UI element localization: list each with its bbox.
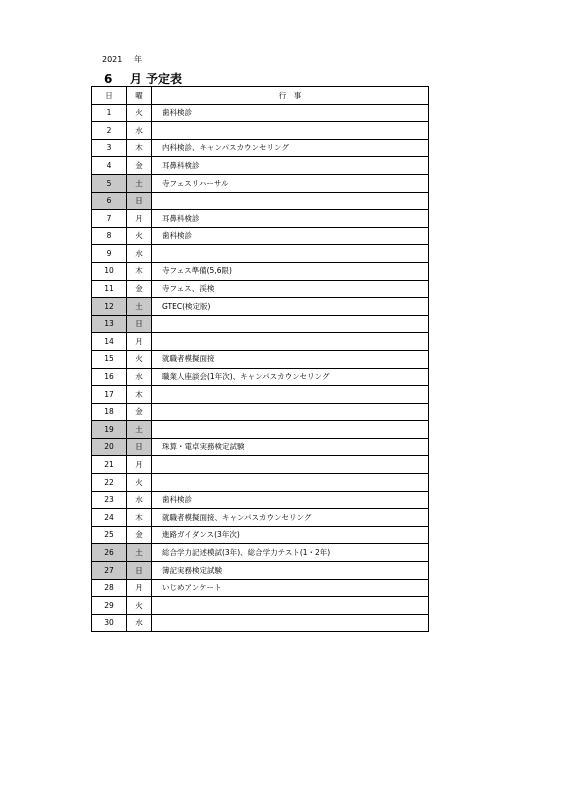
weekday-cell: 金 bbox=[127, 403, 152, 421]
table-row bbox=[92, 245, 429, 263]
event-cell: 寺フェスリハーサル bbox=[152, 174, 429, 192]
table-row bbox=[92, 544, 429, 562]
weekday-cell: 水 bbox=[127, 491, 152, 509]
table-row bbox=[92, 386, 429, 404]
day-cell: 17 bbox=[92, 386, 127, 404]
weekday-cell: 火 bbox=[127, 227, 152, 245]
table-row bbox=[92, 403, 429, 421]
day-cell: 6 bbox=[92, 192, 127, 210]
weekday-cell: 日 bbox=[127, 562, 152, 580]
event-cell: 珠算・電卓実務検定試験 bbox=[152, 438, 429, 456]
weekday-cell: 木 bbox=[127, 509, 152, 527]
day-cell: 10 bbox=[92, 262, 127, 280]
day-cell: 11 bbox=[92, 280, 127, 298]
table-row bbox=[92, 210, 429, 228]
table-row bbox=[92, 597, 429, 615]
event-cell: 就職者模擬面接、キャンパスカウンセリング bbox=[152, 509, 429, 527]
day-cell: 26 bbox=[92, 544, 127, 562]
day-cell: 20 bbox=[92, 438, 127, 456]
weekday-cell: 日 bbox=[127, 438, 152, 456]
title-text: 予定表 bbox=[146, 72, 183, 86]
day-cell: 16 bbox=[92, 368, 127, 386]
event-cell: 進路ガイダンス(3年次) bbox=[152, 526, 429, 544]
event-cell: 歯科検診 bbox=[152, 227, 429, 245]
event-cell: 耳鼻科検診 bbox=[152, 210, 429, 228]
event-cell: 寺フェス準備(5,6限) bbox=[152, 262, 429, 280]
month-label: 月 bbox=[130, 72, 143, 86]
day-cell: 30 bbox=[92, 614, 127, 632]
table-row bbox=[92, 456, 429, 474]
event-cell bbox=[152, 403, 429, 421]
weekday-cell: 土 bbox=[127, 298, 152, 316]
event-cell: 歯科検診 bbox=[152, 104, 429, 122]
table-row bbox=[92, 368, 429, 386]
weekday-cell: 火 bbox=[127, 104, 152, 122]
year-label: 年 bbox=[134, 55, 142, 64]
day-cell: 19 bbox=[92, 421, 127, 439]
table-row bbox=[92, 474, 429, 492]
event-cell: 簿記実務検定試験 bbox=[152, 562, 429, 580]
day-cell: 7 bbox=[92, 210, 127, 228]
weekday-cell: 金 bbox=[127, 526, 152, 544]
event-cell bbox=[152, 456, 429, 474]
day-cell: 3 bbox=[92, 139, 127, 157]
day-cell: 22 bbox=[92, 474, 127, 492]
day-cell: 23 bbox=[92, 491, 127, 509]
weekday-cell: 日 bbox=[127, 315, 152, 333]
weekday-cell: 水 bbox=[127, 122, 152, 140]
event-cell bbox=[152, 614, 429, 632]
weekday-cell: 日 bbox=[127, 192, 152, 210]
table-row bbox=[92, 438, 429, 456]
weekday-cell: 金 bbox=[127, 280, 152, 298]
table-row bbox=[92, 122, 429, 140]
table-row bbox=[92, 262, 429, 280]
weekday-cell: 水 bbox=[127, 368, 152, 386]
table-row bbox=[92, 157, 429, 175]
table-row bbox=[92, 421, 429, 439]
day-cell: 1 bbox=[92, 104, 127, 122]
weekday-cell: 火 bbox=[127, 350, 152, 368]
day-cell: 28 bbox=[92, 579, 127, 597]
event-cell bbox=[152, 421, 429, 439]
weekday-cell: 金 bbox=[127, 157, 152, 175]
table-row bbox=[92, 509, 429, 527]
event-cell: 耳鼻科検診 bbox=[152, 157, 429, 175]
event-cell bbox=[152, 474, 429, 492]
event-cell: 寺フェス、渓検 bbox=[152, 280, 429, 298]
weekday-cell: 月 bbox=[127, 210, 152, 228]
month-value: 6 bbox=[104, 72, 113, 86]
event-cell: 歯科検診 bbox=[152, 491, 429, 509]
table-row bbox=[92, 562, 429, 580]
day-cell: 4 bbox=[92, 157, 127, 175]
day-cell: 14 bbox=[92, 333, 127, 351]
table-row bbox=[92, 333, 429, 351]
event-cell: GTEC(検定版) bbox=[152, 298, 429, 316]
table-row bbox=[92, 104, 429, 122]
table-row bbox=[92, 192, 429, 210]
day-cell: 13 bbox=[92, 315, 127, 333]
header-day: 日 bbox=[92, 87, 127, 105]
day-cell: 2 bbox=[92, 122, 127, 140]
table-row bbox=[92, 139, 429, 157]
table-row bbox=[92, 280, 429, 298]
table-row bbox=[92, 350, 429, 368]
table-row bbox=[92, 614, 429, 632]
day-cell: 27 bbox=[92, 562, 127, 580]
header-event: 行 事 bbox=[152, 87, 429, 105]
year-line bbox=[102, 54, 142, 65]
table-row bbox=[92, 315, 429, 333]
event-cell bbox=[152, 597, 429, 615]
event-cell bbox=[152, 315, 429, 333]
event-cell: 職業人座談会(1年次)、キャンパスカウンセリング bbox=[152, 368, 429, 386]
day-cell: 8 bbox=[92, 227, 127, 245]
day-cell: 18 bbox=[92, 403, 127, 421]
weekday-cell: 水 bbox=[127, 245, 152, 263]
table-row bbox=[92, 227, 429, 245]
table-row bbox=[92, 526, 429, 544]
day-cell: 25 bbox=[92, 526, 127, 544]
year-value: 2021 bbox=[102, 55, 123, 64]
event-cell bbox=[152, 122, 429, 140]
weekday-cell: 木 bbox=[127, 386, 152, 404]
weekday-cell: 水 bbox=[127, 614, 152, 632]
weekday-cell: 火 bbox=[127, 474, 152, 492]
event-cell: 内科検診、キャンパスカウンセリング bbox=[152, 139, 429, 157]
event-cell bbox=[152, 192, 429, 210]
weekday-cell: 土 bbox=[127, 421, 152, 439]
day-cell: 29 bbox=[92, 597, 127, 615]
table-header-row bbox=[92, 87, 429, 105]
event-cell: いじめアンケート bbox=[152, 579, 429, 597]
schedule-table bbox=[91, 86, 429, 632]
event-cell: 総合学力記述模試(3年)、総合学力テスト(1・2年) bbox=[152, 544, 429, 562]
weekday-cell: 土 bbox=[127, 174, 152, 192]
weekday-cell: 月 bbox=[127, 579, 152, 597]
event-cell bbox=[152, 386, 429, 404]
day-cell: 9 bbox=[92, 245, 127, 263]
page-title bbox=[104, 70, 182, 87]
day-cell: 21 bbox=[92, 456, 127, 474]
weekday-cell: 土 bbox=[127, 544, 152, 562]
weekday-cell: 木 bbox=[127, 262, 152, 280]
header-weekday: 曜 bbox=[127, 87, 152, 105]
day-cell: 24 bbox=[92, 509, 127, 527]
event-cell bbox=[152, 245, 429, 263]
day-cell: 5 bbox=[92, 174, 127, 192]
table-row bbox=[92, 174, 429, 192]
day-cell: 15 bbox=[92, 350, 127, 368]
table-row bbox=[92, 491, 429, 509]
table-row bbox=[92, 298, 429, 316]
weekday-cell: 火 bbox=[127, 597, 152, 615]
event-cell: 就職者模擬面接 bbox=[152, 350, 429, 368]
weekday-cell: 木 bbox=[127, 139, 152, 157]
table-row bbox=[92, 579, 429, 597]
weekday-cell: 月 bbox=[127, 456, 152, 474]
weekday-cell: 月 bbox=[127, 333, 152, 351]
day-cell: 12 bbox=[92, 298, 127, 316]
event-cell bbox=[152, 333, 429, 351]
